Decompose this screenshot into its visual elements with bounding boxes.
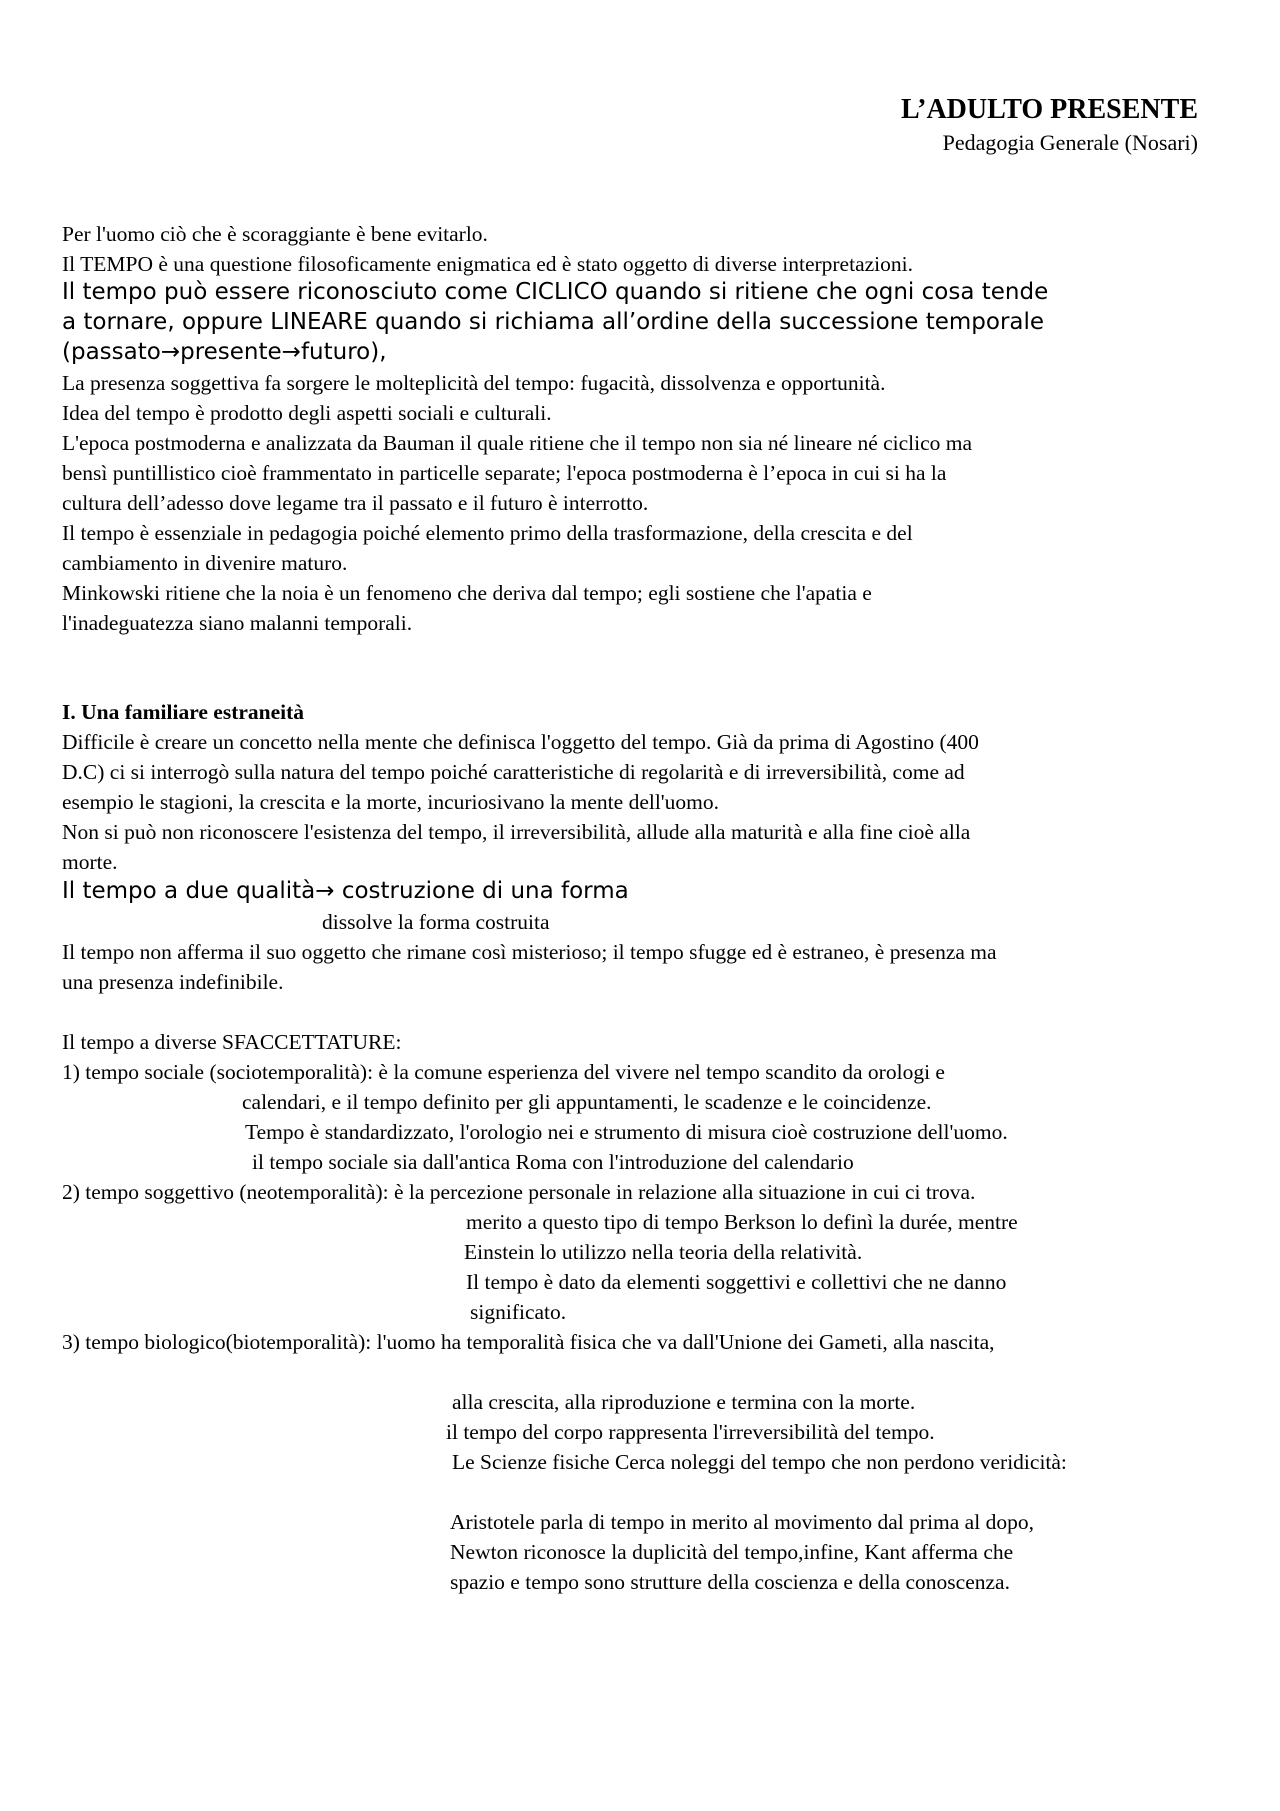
facet-biological-line: Le Scienze fisiche Cerca noleggi del tempo che non perdono veridicità:	[452, 1450, 1067, 1474]
facet-subjective-line: merito a questo tipo di tempo Berkson lo definì la durée, mentre	[466, 1210, 1018, 1234]
intro-line: cultura dell’adesso dove legame tra il passato e il futuro è interrotto.	[62, 491, 649, 515]
facet-biological-line: Aristotele parla di tempo in merito al movimento dal prima al dopo,	[450, 1510, 1034, 1534]
section-line: morte.	[62, 850, 118, 874]
intro-line: l'inadeguatezza siano malanni temporali.	[62, 611, 413, 635]
intro-line: Il tempo può essere riconosciuto come CICLICO quando si ritiene che ogni cosa tende	[62, 279, 1049, 305]
two-qualities-line-b: dissolve la forma costruita	[322, 910, 550, 934]
intro-line: Minkowski ritiene che la noia è un fenomeno che deriva dal tempo; egli sostiene che l'apatia e	[62, 581, 872, 605]
facet-subjective-line: 2) tempo soggettivo (neotemporalità): è la percezione personale in relazione alla situazione in cui ci trova.	[62, 1180, 976, 1204]
facet-subjective-line: Einstein lo utilizzo nella teoria della relatività.	[464, 1240, 863, 1264]
page-subtitle: Pedagogia Generale (Nosari)	[942, 130, 1198, 155]
facet-biological-line: spazio e tempo sono strutture della coscienza e della conoscenza.	[450, 1570, 1010, 1594]
facet-social-line: il tempo sociale sia dall'antica Roma con l'introduzione del calendario	[252, 1150, 854, 1174]
section-heading: I. Una familiare estraneità	[62, 700, 305, 724]
facet-biological-line: il tempo del corpo rappresenta l'irreversibilità del tempo.	[446, 1420, 935, 1444]
facets-title: Il tempo a diverse SFACCETTATURE:	[62, 1030, 402, 1054]
intro-line: Idea del tempo è prodotto degli aspetti sociali e culturali.	[62, 401, 552, 425]
intro-line: (passato→presente→futuro),	[62, 339, 387, 365]
intro-line: L'epoca postmoderna e analizzata da Bauman il quale ritiene che il tempo non sia né lineare né ciclico ma	[62, 431, 973, 455]
intro-line: bensì puntillistico cioè frammentato in particelle separate; l'epoca postmoderna è l’epoca in cui si ha la	[62, 461, 947, 485]
facet-biological-line: alla crescita, alla riproduzione e termina con la morte.	[452, 1390, 916, 1414]
facet-subjective-line: Il tempo è dato da elementi soggettivi e collettivi che ne danno	[466, 1270, 1007, 1294]
facet-biological-line: 3) tempo biologico(biotemporalità): l'uomo ha temporalità fisica che va dall'Unione dei Gameti, alla nascita,	[62, 1330, 995, 1354]
facet-social-line: 1) tempo sociale (sociotemporalità): è la comune esperienza del vivere nel tempo scandito da orologi e	[62, 1060, 945, 1084]
facet-biological-line: Newton riconosce la duplicità del tempo,infine, Kant afferma che	[450, 1540, 1014, 1564]
section-line: una presenza indefinibile.	[62, 970, 284, 994]
section-line: Non si può non riconoscere l'esistenza del tempo, il irreversibilità, allude alla maturità e alla fine cioè alla	[62, 820, 971, 844]
intro-line: Per l'uomo ciò che è scoraggiante è bene evitarlo.	[62, 222, 488, 246]
section-line: D.C) ci si interrogò sulla natura del tempo poiché caratteristiche di regolarità e di irreversibilità, come ad	[62, 760, 965, 784]
facet-social-line: calendari, e il tempo definito per gli appuntamenti, le scadenze e le coincidenze.	[242, 1090, 932, 1114]
intro-line: Il tempo è essenziale in pedagogia poiché elemento primo della trasformazione, della crescita e del	[62, 521, 913, 545]
intro-line: La presenza soggettiva fa sorgere le molteplicità del tempo: fugacità, dissolvenza e opportunità.	[62, 371, 886, 395]
page-title: L’ADULTO PRESENTE	[901, 94, 1198, 125]
facet-social-line: Tempo è standardizzato, l'orologio nei e strumento di misura cioè costruzione dell'uomo.	[245, 1120, 1008, 1144]
section-line: Difficile è creare un concetto nella mente che definisca l'oggetto del tempo. Già da prima di Agostino (400	[62, 730, 979, 754]
section-line: Il tempo non afferma il suo oggetto che rimane così misterioso; il tempo sfugge ed è estraneo, è presenza ma	[62, 940, 997, 964]
intro-line: Il TEMPO è una questione filosoficamente enigmatica ed è stato oggetto di diverse interpretazioni.	[62, 252, 913, 276]
two-qualities-line: Il tempo a due qualità→ costruzione di una forma	[62, 878, 629, 904]
section-line: esempio le stagioni, la crescita e la morte, incuriosivano la mente dell'uomo.	[62, 790, 720, 814]
intro-line: cambiamento in divenire maturo.	[62, 551, 348, 575]
intro-line: a tornare, oppure LINEARE quando si richiama all’ordine della successione temporale	[62, 309, 1045, 335]
facet-subjective-line: significato.	[470, 1300, 567, 1324]
